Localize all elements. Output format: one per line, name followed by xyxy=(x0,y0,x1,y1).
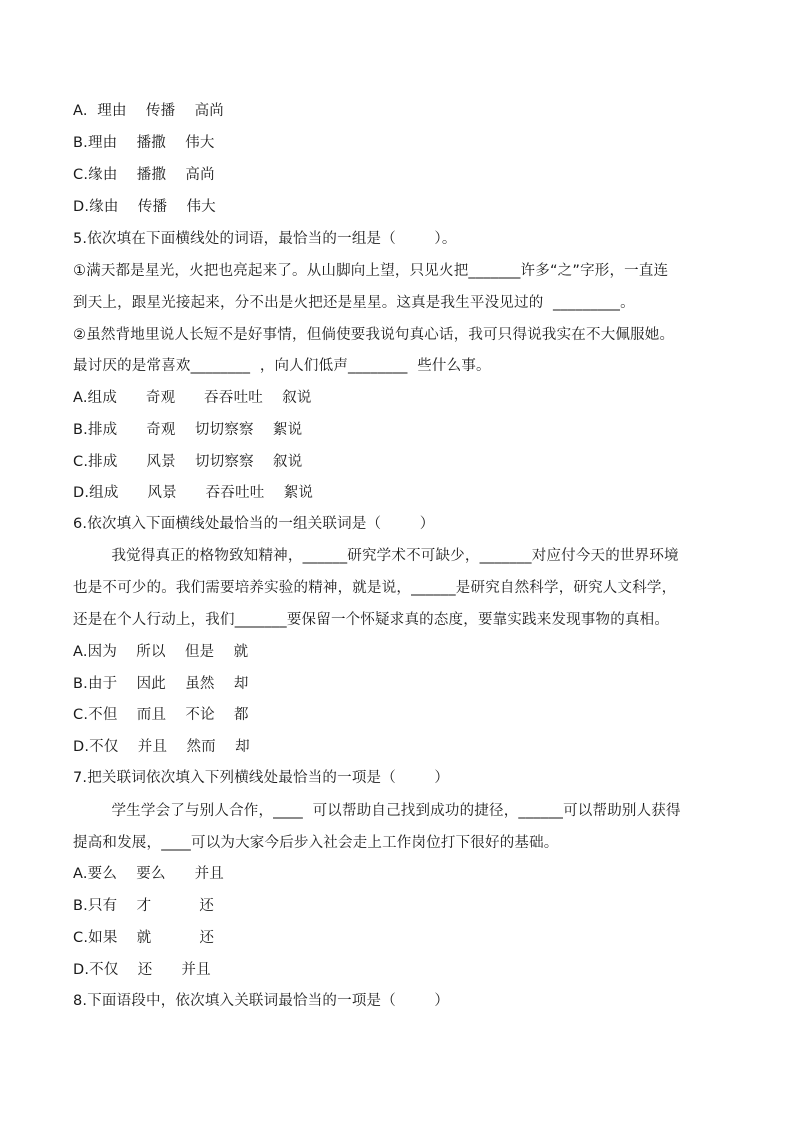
question-7-passage-line-2: 提高和发展，____可以为大家今后步入社会走上工作岗位打下很好的基础。 xyxy=(73,835,559,851)
question-6-passage-line-2: 也是不可少的。我们需要培养实验的精神，就是说，______是研究自然科学，研究人文科学， xyxy=(73,580,677,596)
option-a-q4: A. 理由 传播 高尚 xyxy=(73,103,224,119)
question-5-passage-1-line-2: 到天上，跟星光接起来，分不出是火把还是星星。这真是我生平没见过的 _________。 xyxy=(73,295,635,311)
option-b-q5: B.排成 奇观 切切察察 絮说 xyxy=(73,422,303,438)
option-a-q5: A.组成 奇观 吞吞吐吐 叙说 xyxy=(73,390,312,406)
question-6-passage-line-3: 还是在个人行动上，我们_______要保留一个怀疑求真的态度，要靠实践来发现事物的真相。 xyxy=(73,612,670,628)
question-5-passage-2-line-1: ②虽然背地里说人长短不是好事情，但倘使要我说句真心话，我可只得说我实在不大佩服她。 xyxy=(73,327,675,343)
question-7-stem: 7.把关联词依次填入下列横线处最恰当的一项是（ ） xyxy=(73,770,450,786)
question-5-passage-1-line-1: ①满天都是星光，火把也亮起来了。从山脚向上望，只见火把_______许多“之”字形，一直连 xyxy=(73,263,669,279)
option-d-q4: D.缘由 传播 伟大 xyxy=(73,199,216,215)
question-6-passage-line-1: 我觉得真正的格物致知精神，______研究学术不可缺少，_______对应付今天的世界环境 xyxy=(73,548,679,564)
question-6-stem: 6.依次填入下面横线处最恰当的一组关联词是（ ） xyxy=(73,516,435,532)
option-c-q5: C.排成 风景 切切察察 叙说 xyxy=(73,454,303,470)
option-b-q7: B.只有 才 还 xyxy=(73,898,215,914)
option-d-q7: D.不仅 还 并且 xyxy=(73,962,211,978)
option-a-q7: A.要么 要么 并且 xyxy=(73,866,224,882)
option-b-q6: B.由于 因此 虽然 却 xyxy=(73,676,249,692)
question-8-stem: 8.下面语段中，依次填入关联词最恰当的一项是（ ） xyxy=(73,993,450,1009)
option-c-q4: C.缘由 播撒 高尚 xyxy=(73,167,215,183)
option-a-q6: A.因为 所以 但是 就 xyxy=(73,644,249,660)
option-b-q4: B.理由 播撒 伟大 xyxy=(73,135,215,151)
option-c-q6: C.不但 而且 不论 都 xyxy=(73,707,249,723)
option-c-q7: C.如果 就 还 xyxy=(73,930,215,946)
question-7-passage-line-1: 学生学会了与别人合作，____ 可以帮助自己找到成功的捷径，______可以帮助别人获得 xyxy=(73,803,681,819)
option-d-q6: D.不仅 并且 然而 却 xyxy=(73,739,250,755)
option-d-q5: D.组成 风景 吞吞吐吐 絮说 xyxy=(73,485,314,501)
question-5-stem: 5.依次填在下面横线处的词语，最恰当的一组是（ ）。 xyxy=(73,231,457,247)
question-5-passage-2-line-2: 最讨厌的是常喜欢________ ，向人们低声________ 些什么事。 xyxy=(73,358,491,374)
